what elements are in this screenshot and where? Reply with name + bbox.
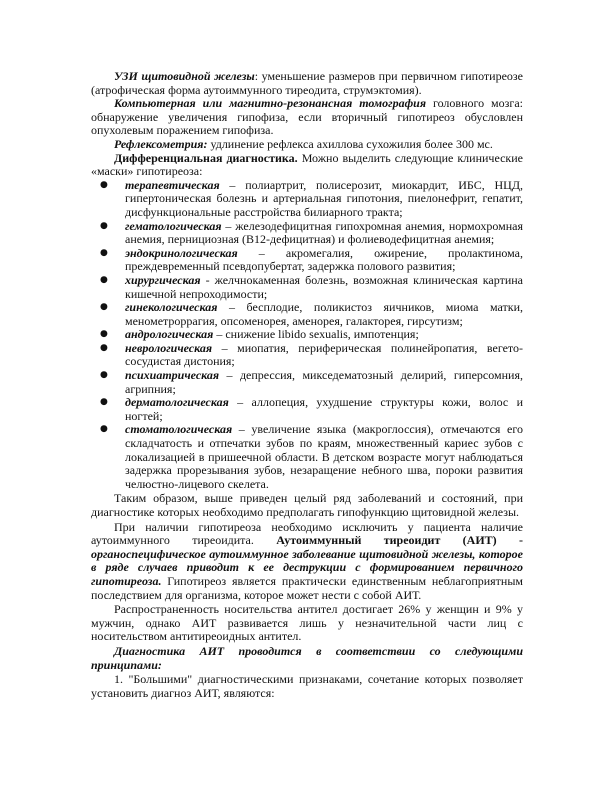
- bullet-icon: ●: [100, 274, 108, 285]
- bullet-icon: ●: [100, 329, 108, 340]
- bullet-icon: ●: [100, 397, 108, 408]
- ait-definition: органоспецифическое аутоиммунное заболевание щитовидной железы, которое в ряде случаев приводит к ее деструкции с формированием первичного гипотиреоза.: [91, 546, 523, 588]
- list-item: ● хирургическая - желчнокаменная болезнь, возможная клиническая картина кишечной непроходимости;: [100, 272, 523, 301]
- paragraph-differential-diagnosis: Дифференциальная диагностика. Можно выделить следующие клинические «маски» гипотиреоза:: [91, 150, 523, 179]
- bullet-icon: ●: [100, 302, 108, 313]
- list-item: ● психиатрическая – депрессия, микседематозный делирий, гиперсомния, агрипния;: [100, 368, 523, 396]
- paragraph-diagnosis-principles: Диагностика АИТ проводится в соответствии со следующими принципами:: [91, 643, 523, 672]
- term-ait: Аутоиммунный тиреоидит (АИТ) -: [276, 533, 523, 548]
- bullet-icon: ●: [100, 342, 108, 353]
- paragraph-prevalence: Распространенность носительства антител достигает 26% у женщин и 9% у мужчин, однако АИТ развивается лишь у незначительной части лиц с носительством антитиреоидных антител.: [91, 602, 523, 644]
- bullet-icon: ●: [100, 247, 108, 258]
- bullet-icon: ●: [100, 220, 108, 231]
- list-item: ● стоматологическая – увеличение языка (макроглоссия), отмечаются его складчатость и отпечатки зубов по краям, множественный кариес зубов с локализацией в пришеечной области. В детском возрасте могут наблюдаться задержка прорезывания зубов, незаращение небного шва, пороки развития челюстно-лицевого скелета.: [100, 422, 523, 491]
- list-item: ● неврологическая – миопатия, периферическая полинейропатия, вегето-сосудистая дистония;: [100, 340, 523, 369]
- bullet-icon: ●: [100, 370, 108, 381]
- list-item: ● дерматологическая – аллопеция, ухудшение структуры кожи, волос и ногтей;: [100, 395, 523, 423]
- document-page: [91, 70, 523, 700]
- term-reflexometry: Рефлексометрия:: [114, 136, 208, 151]
- term-ultrasound: УЗИ щитовидной железы: [114, 69, 255, 83]
- list-item: ● гематологическая – железодефицитная гипохромная анемия, нормохромная анемия, пернициозная (В12-дефицитная) и фолиеводефицитная анемия;: [100, 218, 523, 247]
- list-item: ● гинекологическая – бесплодие, поликистоз яичников, миома матки, менометроррагия, опсоменорея, аменорея, галакторея, гирсутизм;: [100, 300, 523, 328]
- bullet-icon: ●: [100, 179, 108, 190]
- paragraph-thyroid-ultrasound: УЗИ щитовидной железы: уменьшение размеров при первичном гипотиреозе (атрофическая форма аутоиммунного тиреодита, струмэктомия).: [91, 69, 523, 97]
- bullet-icon: ●: [100, 424, 108, 435]
- list-item: ● эндокринологическая – акромегалия, ожирение, пролактинома, преждевременный псевдопубертат, задержка полового развития;: [100, 245, 523, 274]
- masks-list: [91, 179, 523, 492]
- list-item: ● андрологическая – снижение libido sexualis, импотенция;: [100, 327, 419, 342]
- term-tomography: Компьютерная или магнитно-резонансная томография: [114, 96, 427, 111]
- paragraph-major-signs: 1. "Большими" диагностическими признаками, сочетание которых позволяет установить диагноз АИТ, являются:: [91, 672, 523, 700]
- paragraph-reflexometry: Рефлексометрия: удлинение рефлекса ахиллова сухожилия более 300 мс.: [114, 136, 493, 151]
- paragraph-summary: Таким образом, выше приведен целый ряд заболеваний и состояний, при диагностике которых необходимо предполагать гипофункцию щитовидной железы.: [91, 491, 523, 519]
- paragraph-tomography: Компьютерная или магнитно-резонансная томография головного мозга: обнаружение увеличения гипофиза, если вторичный гипотиреоз обусловлен опухолевым поражением гипофиза.: [91, 96, 523, 138]
- term-differential: Дифференциальная диагностика.: [114, 150, 298, 165]
- paragraph-ait: При наличии гипотиреоза необходимо исключить у пациента наличие аутоиммунного тиреоидита. Аутоиммунный тиреоидит (АИТ) - органоспецифическое аутоиммунное заболевание щитовидной железы, которое в ряде случаев приводит к ее деструкции с формированием первичного гипотиреоза. Гипотиреоз является практически единственным неблагоприятным последствием для организма, которое может нести с собой АИТ.: [91, 519, 523, 602]
- list-item: ● терапевтическая – полиартрит, полисерозит, миокардит, ИБС, НЦД, гипертоническая болезнь и артериальная гипотония, пиелонефрит, гепатит, дисфункциональные расстройства билиарного тракта;: [100, 177, 523, 219]
